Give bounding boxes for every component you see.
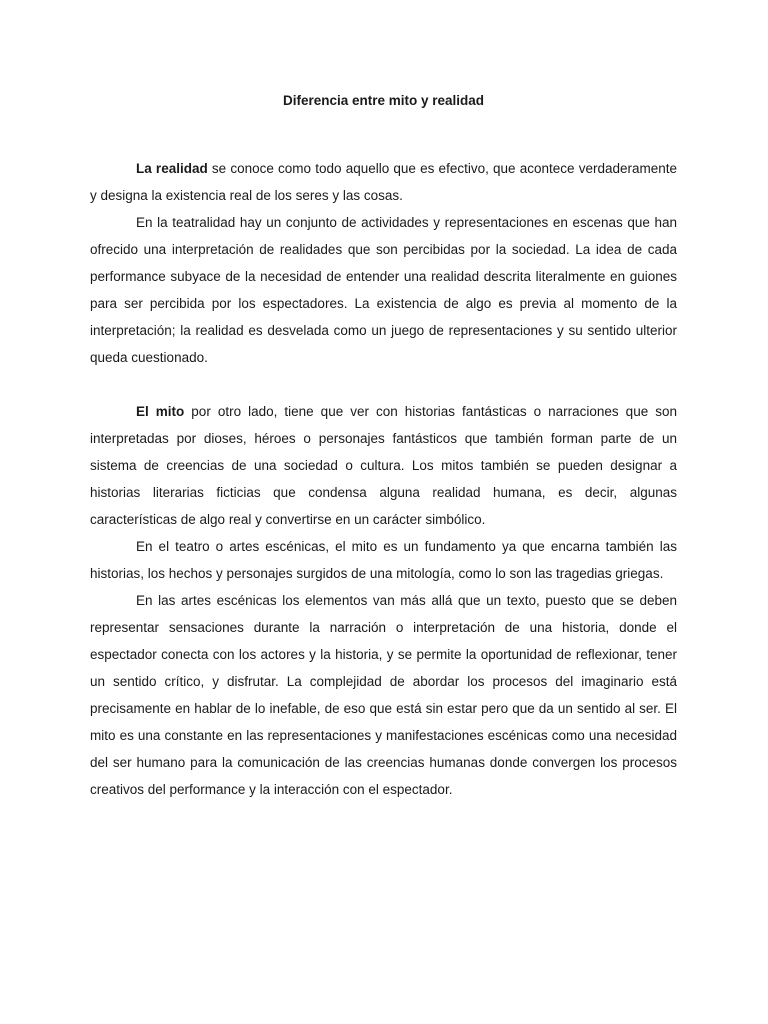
spacer — [90, 371, 677, 398]
paragraph-text: En el teatro o artes escénicas, el mito es un fundamento ya que encarna también las historias, los hechos y personajes surgidos de una mitología, como lo son las tragedias griegas. — [90, 539, 677, 581]
paragraph — [90, 155, 677, 209]
section-mito — [90, 398, 677, 803]
term-bold: La realidad — [136, 161, 208, 176]
paragraph — [90, 587, 677, 803]
paragraph — [90, 398, 677, 533]
document-page — [90, 80, 677, 803]
paragraph — [90, 209, 677, 371]
paragraph-text: se conoce como todo aquello que es efectivo, que acontece verdaderamente y designa la existencia real de los seres y las cosas. — [90, 161, 678, 203]
term-bold: El mito — [136, 404, 185, 419]
paragraph-text: por otro lado, tiene que ver con historias fantásticas o narraciones que son interpretadas por dioses, héroes o personajes fantásticos que también forman parte de un sistema de creencias de una sociedad o cultura. Los mitos también se pueden designar a historias literarias ficticias que condensa alguna realidad humana, es decir, algunas características de algo real y convertirse en un carácter simbólico. — [90, 404, 677, 527]
paragraph-text: En la teatralidad hay un conjunto de actividades y representaciones en escenas que han ofrecido una interpretación de realidades que son percibidas por la sociedad. La idea de cada performance subyace de la necesidad de entender una realidad descrita literalmente en guiones para ser percibida por los espectadores. La existencia de algo es previa al momento de la interpretación; la realidad es desvelada como un juego de representaciones y su sentido ulterior queda cuestionado. — [90, 215, 677, 365]
document-title: Diferencia entre mito y realidad — [282, 93, 485, 108]
paragraph — [90, 533, 677, 587]
spacer — [90, 114, 677, 155]
section-realidad — [90, 155, 677, 371]
paragraph-text: En las artes escénicas los elementos van más allá que un texto, puesto que se deben representar sensaciones durante la narración o interpretación de una historia, donde el espectador conecta con los actores y la historia, y se permite la oportunidad de reflexionar, tener un sentido crítico, y disfrutar. La complejidad de abordar los procesos del imaginario está precisamente en hablar de lo inefable, de eso que está sin estar pero que da un sentido al ser. El mito es una constante en las representaciones y manifestaciones escénicas como una necesidad del ser humano para la comunicación de las creencias humanas donde convergen los procesos creativos del performance y la interacción con el espectador. — [90, 593, 677, 797]
